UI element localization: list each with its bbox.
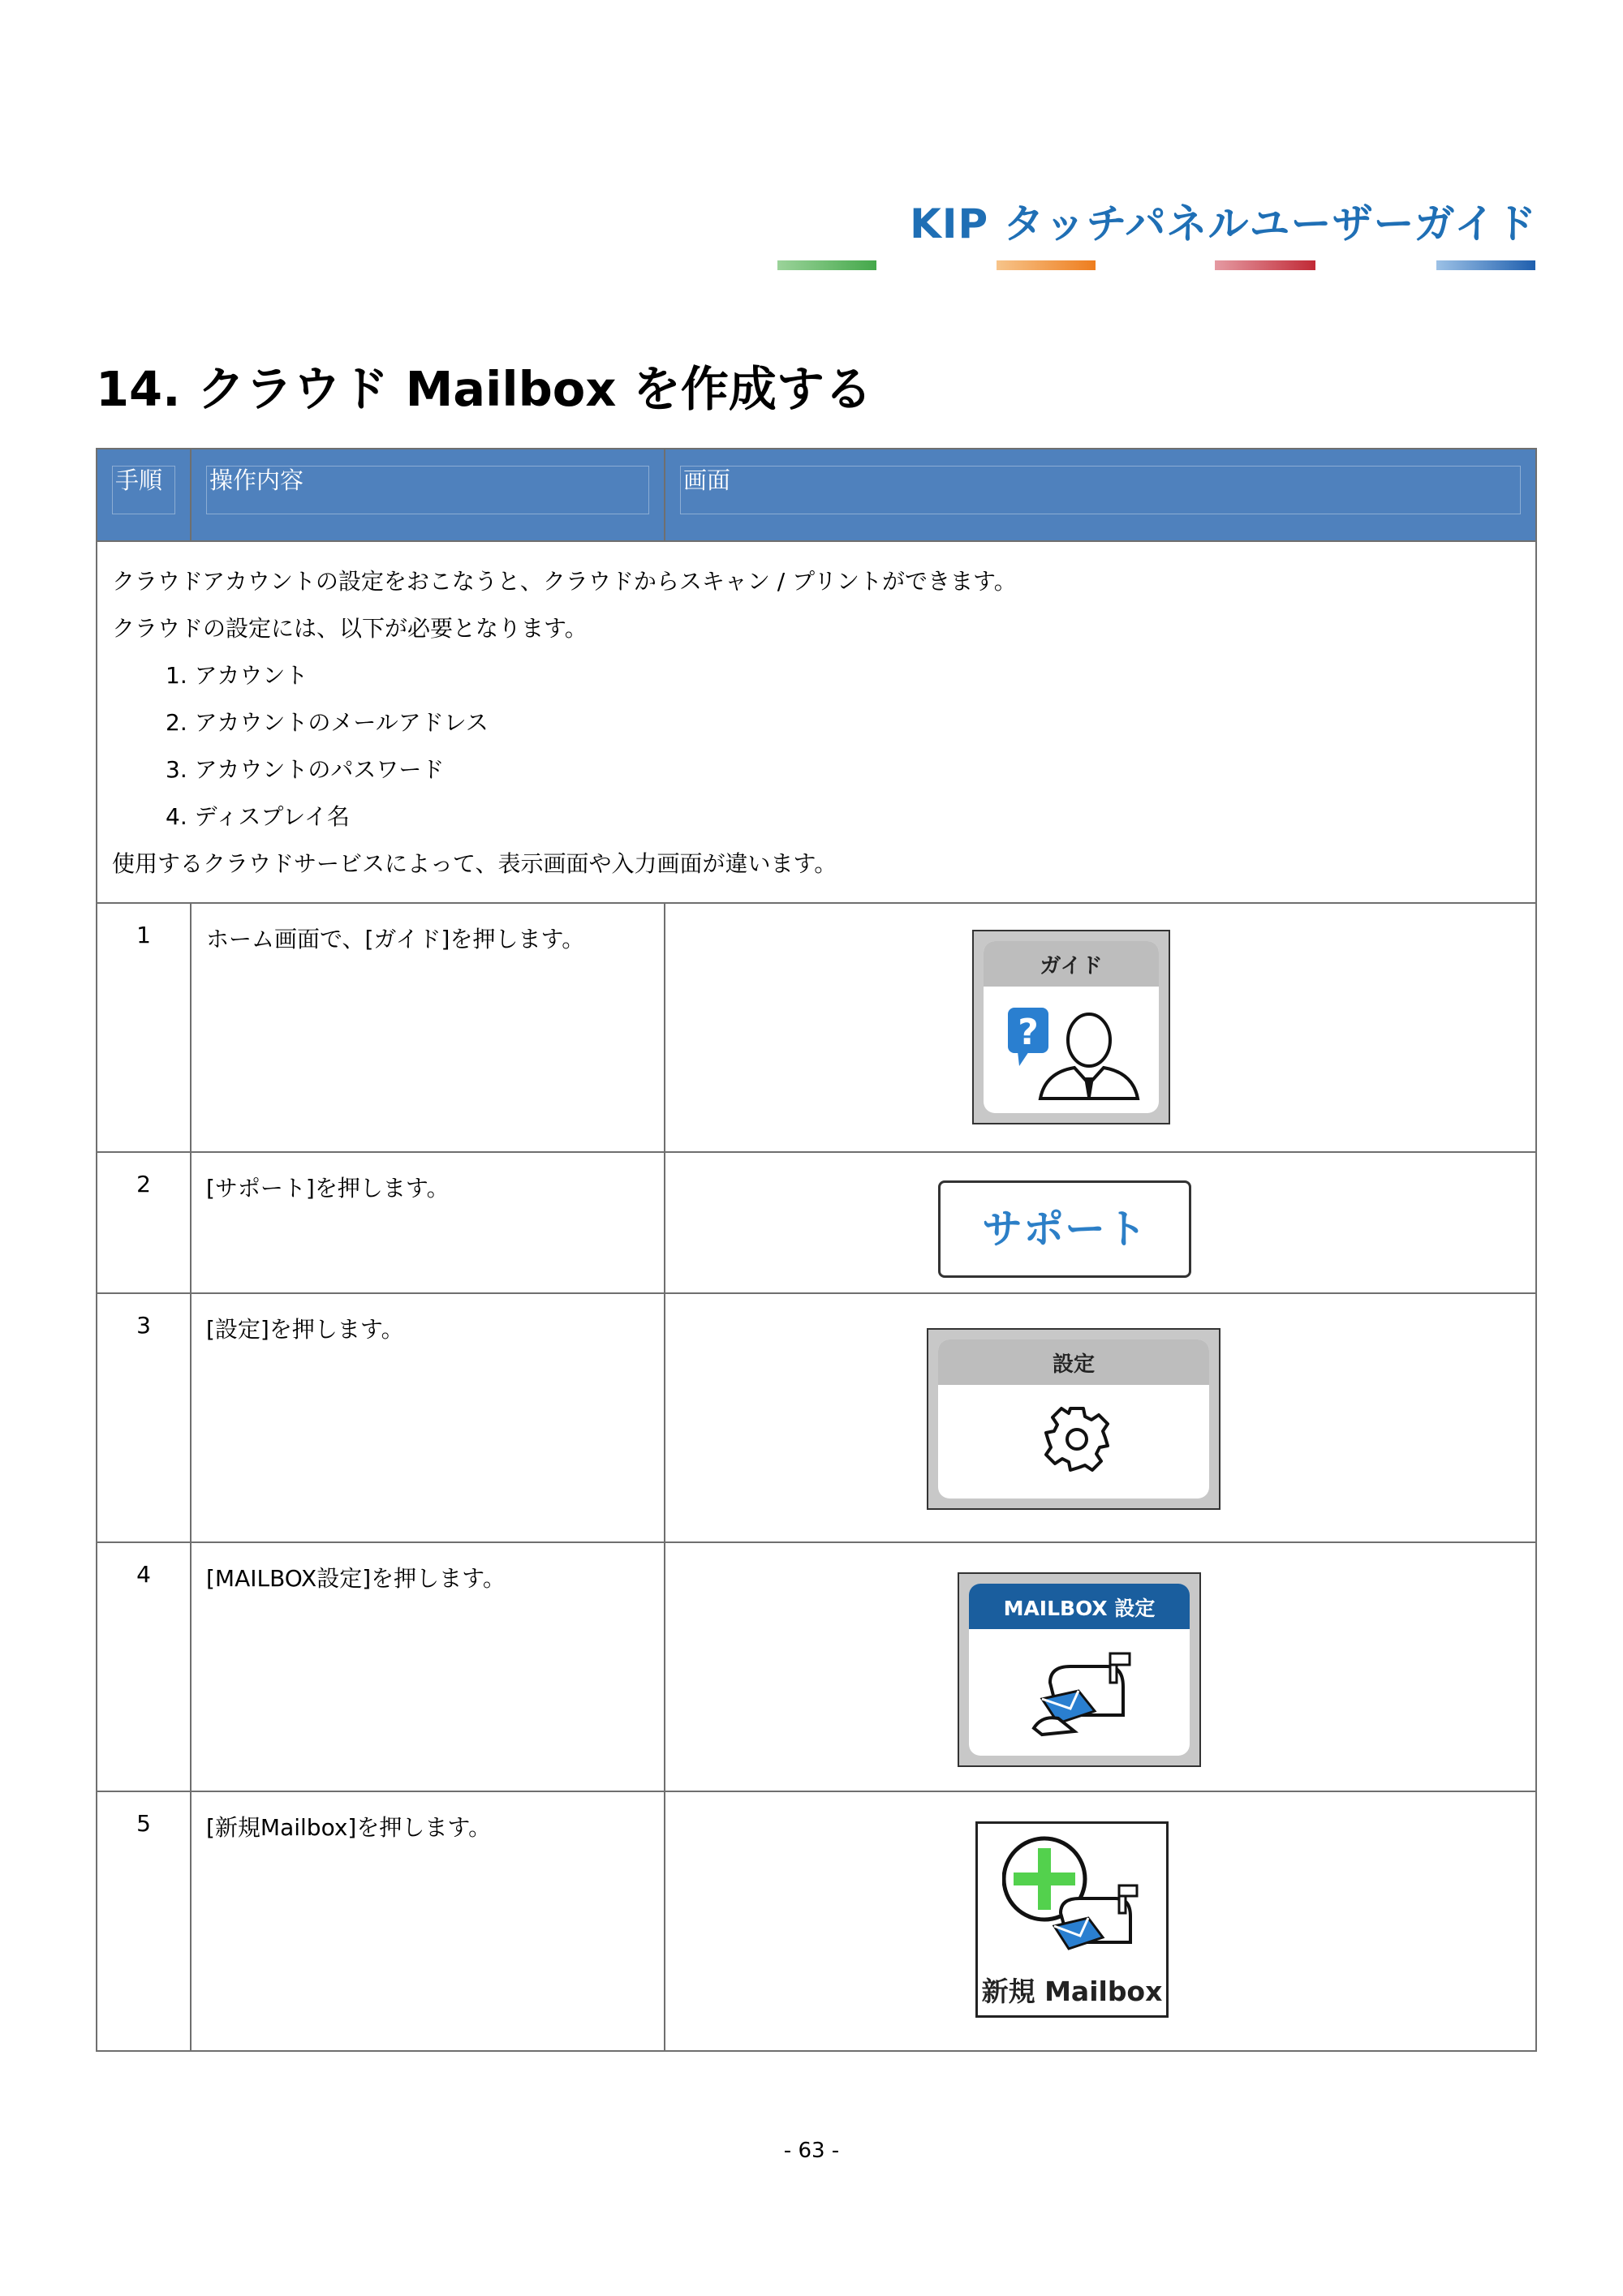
requirement-item: 1. アカウント bbox=[166, 662, 308, 689]
intro-cell bbox=[97, 541, 1536, 903]
mailbox-settings-button[interactable] bbox=[958, 1572, 1201, 1767]
intro-line: クラウドアカウントの設定をおこなうと、クラウドからスキャン / プリントができます。 bbox=[112, 568, 1017, 595]
guide-title: KIP タッチパネルユーザーガイド bbox=[910, 200, 1537, 247]
guide-button[interactable] bbox=[972, 930, 1170, 1124]
intro-line: 使用するクラウドサービスによって、表示画面や入力画面が違います。 bbox=[112, 850, 837, 877]
table-row bbox=[97, 903, 1536, 1152]
header-screen-label: 画面 bbox=[680, 466, 1521, 514]
step-description: [設定]を押します。 bbox=[191, 1293, 665, 1542]
svg-text:?: ? bbox=[1018, 1012, 1039, 1053]
new-mailbox-button[interactable] bbox=[975, 1821, 1169, 2018]
step-description: [サポート]を押します。 bbox=[191, 1152, 665, 1293]
step-number: 2 bbox=[97, 1152, 191, 1293]
step-description: [新規Mailbox]を押します。 bbox=[191, 1791, 665, 2051]
header-screen bbox=[665, 449, 1536, 541]
page-number: - 63 - bbox=[783, 2139, 840, 2163]
new-mailbox-button-label: 新規 Mailbox bbox=[981, 1976, 1163, 2007]
header-step bbox=[97, 449, 191, 541]
mailbox-settings-button-label: MAILBOX 設定 bbox=[969, 1584, 1190, 1629]
table-row bbox=[97, 1791, 1536, 2051]
step-screen bbox=[665, 1791, 1536, 2051]
color-bar-green bbox=[777, 260, 876, 270]
step-number: 5 bbox=[97, 1791, 191, 2051]
step-screen bbox=[665, 1152, 1536, 1293]
step-screen bbox=[665, 1293, 1536, 1542]
gear-icon bbox=[1042, 1404, 1112, 1474]
header-step-label: 手順 bbox=[112, 466, 175, 514]
step-number: 4 bbox=[97, 1542, 191, 1791]
page-title: 14. クラウド Mailbox を作成する bbox=[96, 361, 872, 417]
requirement-item: 3. アカウントのパスワード bbox=[166, 756, 445, 783]
header-operation bbox=[191, 449, 665, 541]
table-row bbox=[97, 1152, 1536, 1293]
settings-button-label: 設定 bbox=[938, 1339, 1209, 1385]
step-screen bbox=[665, 1542, 1536, 1791]
guide-button-label: ガイド bbox=[984, 941, 1159, 987]
guide-person-question-icon bbox=[1000, 1000, 1146, 1105]
table-row bbox=[97, 1542, 1536, 1791]
header-operation-label: 操作内容 bbox=[206, 466, 649, 514]
color-bar-red bbox=[1215, 260, 1315, 270]
intro-line: クラウドの設定には、以下が必要となります。 bbox=[112, 615, 588, 642]
table-header-row bbox=[97, 449, 1536, 541]
color-bar-orange bbox=[997, 260, 1096, 270]
color-bar-blue bbox=[1436, 260, 1535, 270]
requirement-item: 2. アカウントのメールアドレス bbox=[166, 709, 489, 736]
table-row bbox=[97, 1293, 1536, 1542]
step-number: 3 bbox=[97, 1293, 191, 1542]
steps-table bbox=[96, 448, 1537, 2052]
step-number: 1 bbox=[97, 903, 191, 1152]
mailbox-icon bbox=[1026, 1650, 1139, 1739]
step-description: [MAILBOX設定]を押します。 bbox=[191, 1542, 665, 1791]
support-button[interactable]: サポート bbox=[938, 1180, 1191, 1278]
requirement-item: 4. ディスプレイ名 bbox=[166, 803, 350, 830]
new-mailbox-plus-icon bbox=[1002, 1834, 1148, 1963]
intro-row bbox=[97, 541, 1536, 903]
header-color-bars bbox=[0, 260, 1623, 270]
settings-button[interactable] bbox=[927, 1328, 1220, 1510]
step-screen bbox=[665, 903, 1536, 1152]
step-description: ホーム画面で、[ガイド]を押します。 bbox=[191, 903, 665, 1152]
